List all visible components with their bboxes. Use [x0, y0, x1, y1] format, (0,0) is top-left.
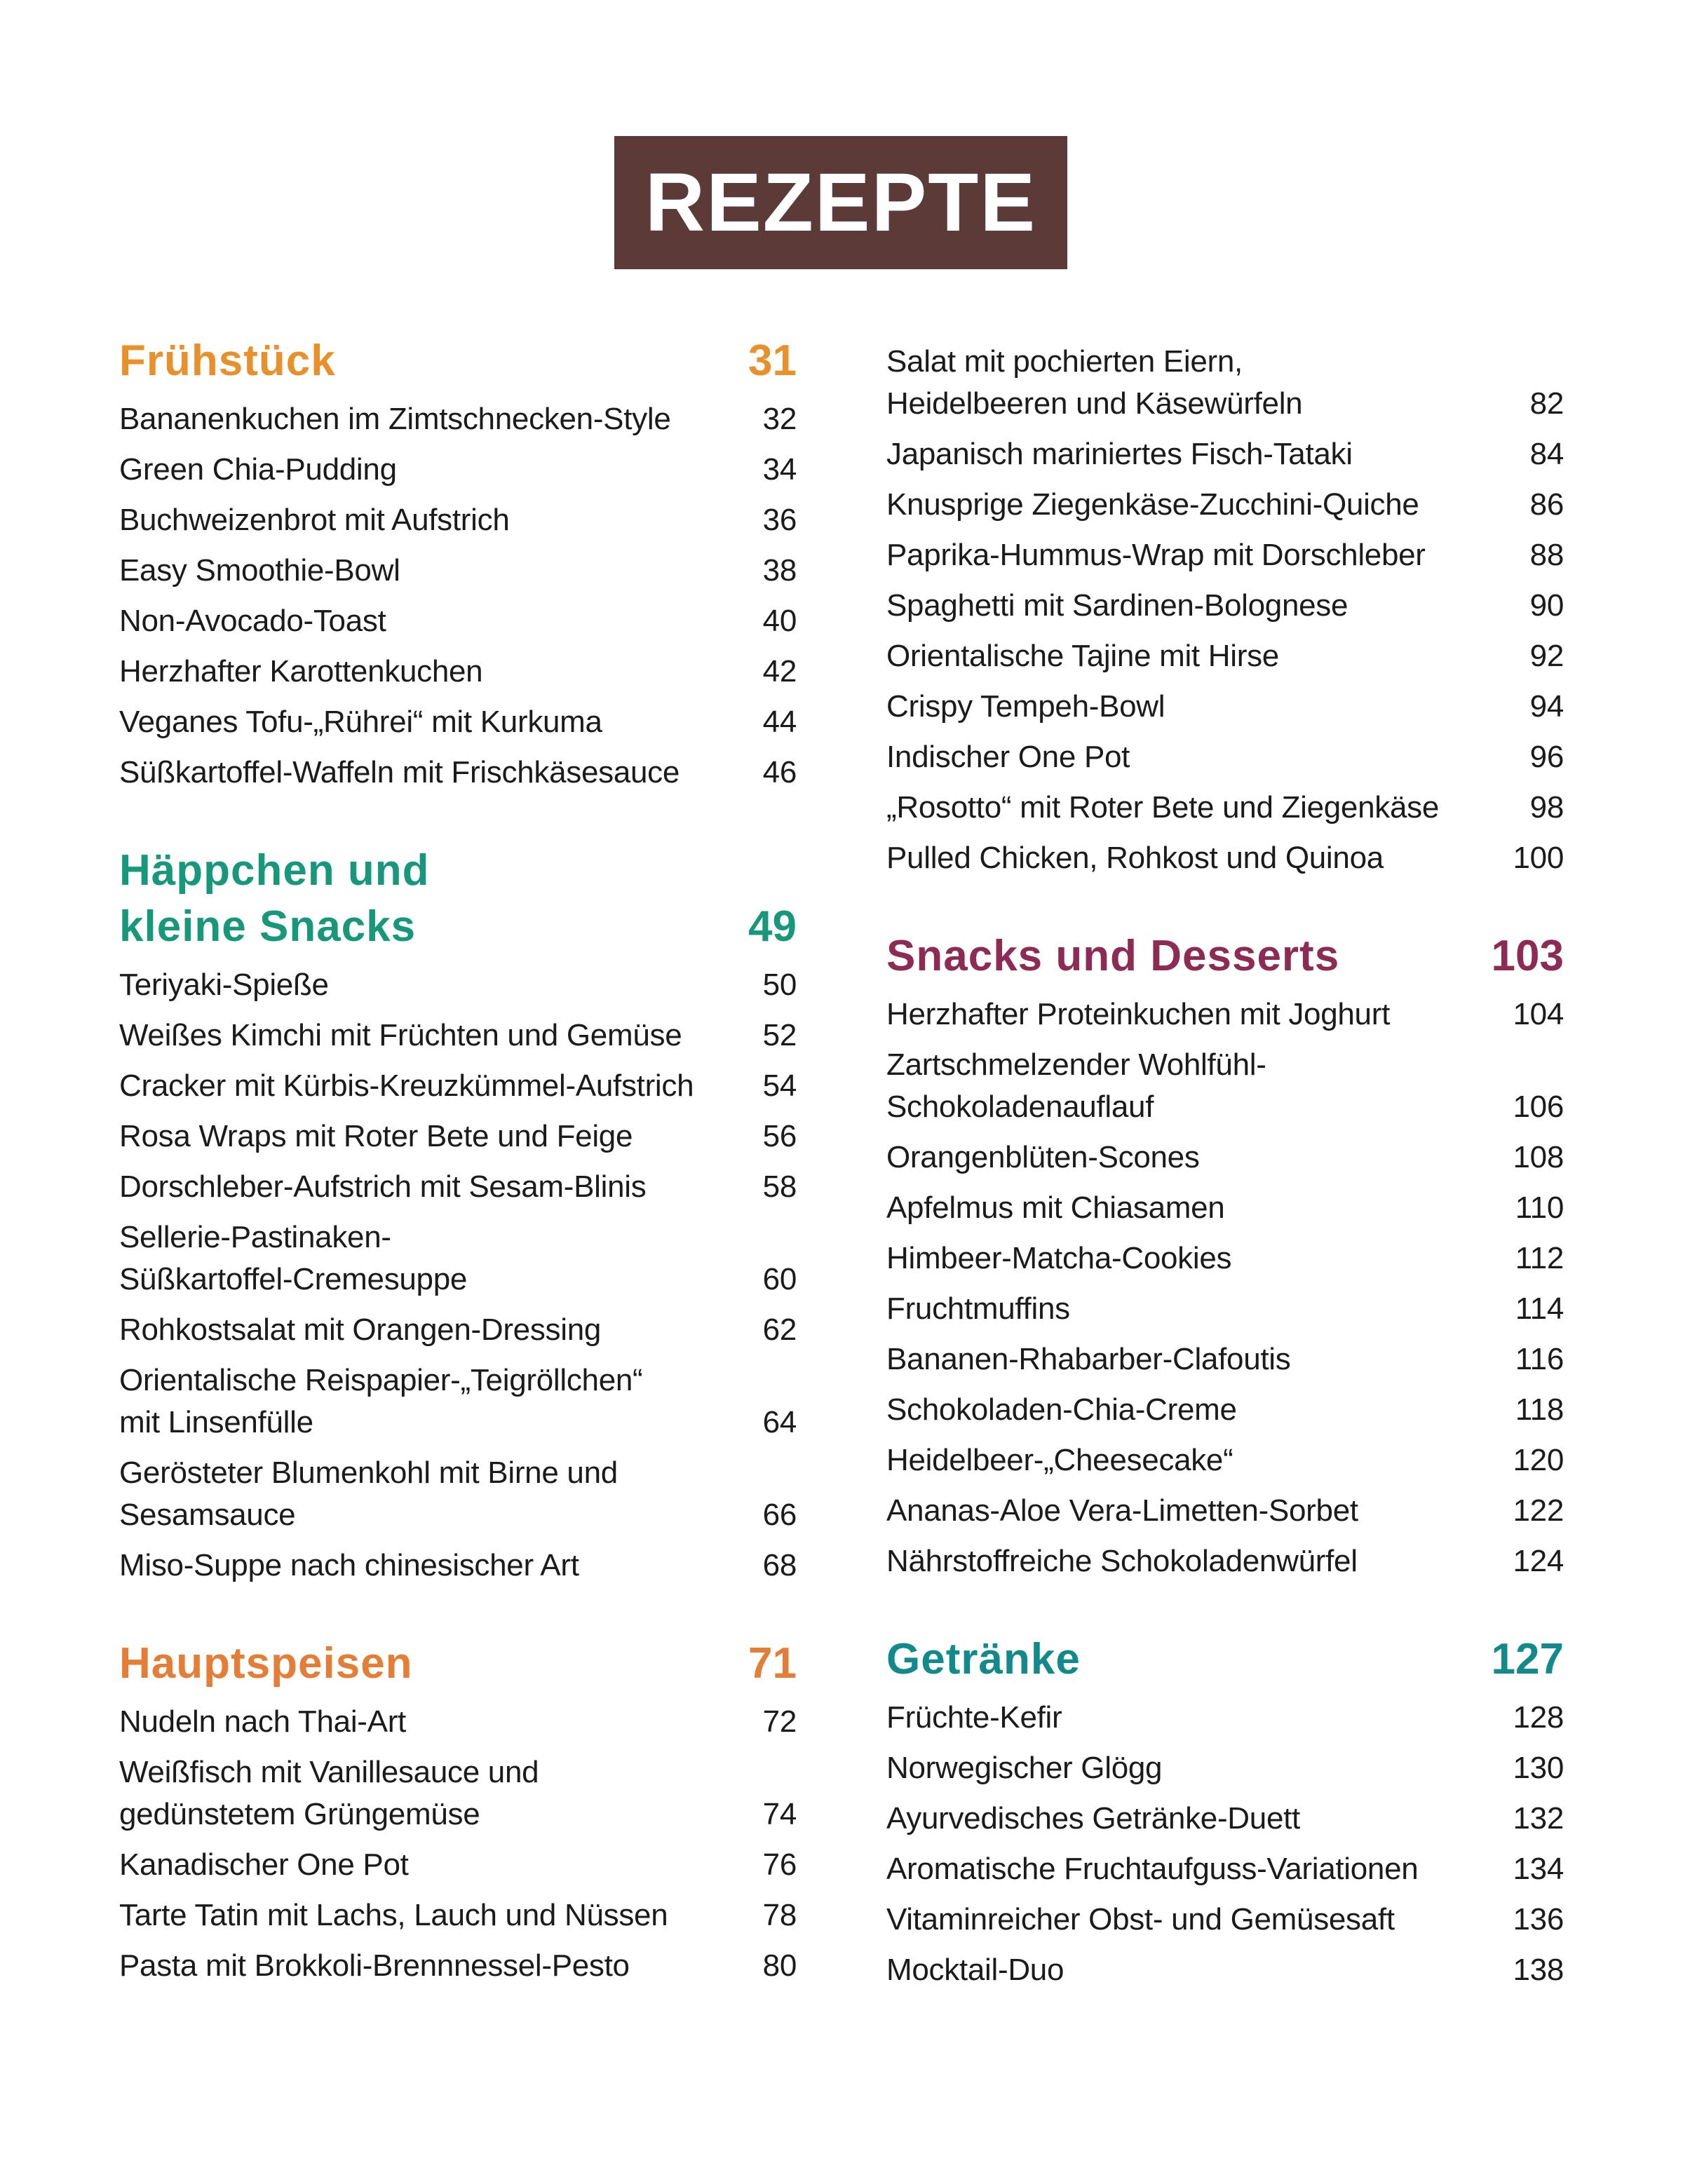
recipe-page-number: 50 — [762, 968, 797, 1002]
section-page-number: 127 — [1491, 1635, 1564, 1683]
recipe-name: Schokoladen-Chia-Creme — [886, 1392, 1237, 1427]
recipe-name: Veganes Tofu-„Rührei“ mit Kurkuma — [119, 705, 602, 739]
section-heading — [119, 843, 797, 955]
section-title: Getränke — [886, 1635, 1081, 1683]
recipe-page-number: 84 — [1529, 437, 1564, 471]
recipe-name: Kanadischer One Pot — [119, 1847, 409, 1882]
recipe-page-number: 54 — [762, 1069, 797, 1103]
toc-entry[interactable] — [119, 701, 797, 743]
recipe-name: Nudeln nach Thai-Art — [119, 1704, 406, 1739]
recipe-name: Heidelbeer-„Cheesecake“ — [886, 1443, 1233, 1477]
recipe-name: Weißfisch mit Vanillesauce und gedünstetem Grüngemüse — [119, 1755, 539, 1831]
recipe-page-number: 130 — [1513, 1751, 1564, 1785]
recipe-page-number: 60 — [762, 1262, 797, 1296]
toc-entry[interactable] — [119, 1015, 797, 1057]
recipe-name: Norwegischer Glögg — [886, 1751, 1163, 1785]
recipe-page-number: 136 — [1513, 1902, 1564, 1937]
recipe-name: Crispy Tempeh-Bowl — [886, 689, 1165, 724]
toc-entry[interactable] — [886, 1899, 1564, 1941]
recipe-page-number: 68 — [762, 1548, 797, 1582]
recipe-page-number: 82 — [1529, 386, 1564, 421]
recipe-page-number: 64 — [762, 1405, 797, 1439]
toc-entry[interactable] — [886, 1137, 1564, 1179]
recipe-page-number: 86 — [1529, 487, 1564, 522]
toc-entry[interactable] — [119, 550, 797, 592]
recipe-page-number: 108 — [1513, 1140, 1564, 1174]
toc-entry[interactable] — [119, 1894, 797, 1937]
recipe-name: Zartschmelzender Wohlfühl- Schokoladenauflauf — [886, 1047, 1266, 1124]
recipe-name: Spaghetti mit Sardinen-Bolognese — [886, 588, 1349, 623]
section-heading — [886, 928, 1564, 984]
toc-entry[interactable] — [886, 1848, 1564, 1890]
toc-entry[interactable] — [119, 1751, 797, 1836]
recipe-page-number: 128 — [1513, 1700, 1564, 1735]
recipe-page-number: 66 — [762, 1498, 797, 1532]
toc-entry[interactable] — [886, 534, 1564, 576]
recipe-page-number: 44 — [762, 705, 797, 739]
toc-entry[interactable] — [886, 1747, 1564, 1789]
recipe-name: Ayurvedisches Getränke-Duett — [886, 1801, 1300, 1836]
recipe-name: „Rosotto“ mit Roter Bete und Ziegenkäse — [886, 790, 1440, 825]
toc-section-haeppchen — [119, 843, 797, 1587]
toc-entry[interactable] — [119, 1844, 797, 1886]
recipe-name: Vitaminreicher Obst- und Gemüsesaft — [886, 1902, 1395, 1937]
recipe-page-number: 116 — [1515, 1342, 1564, 1376]
toc-entry[interactable] — [886, 1439, 1564, 1481]
toc-entry[interactable] — [119, 398, 797, 440]
recipe-name: Ananas-Aloe Vera-Limetten-Sorbet — [886, 1493, 1358, 1528]
recipe-name: Paprika-Hummus-Wrap mit Dorschleber — [886, 538, 1426, 572]
recipe-name: Orientalische Tajine mit Hirse — [886, 639, 1279, 673]
page-title: REZEPTE — [644, 156, 1037, 249]
recipe-name: Buchweizenbrot mit Aufstrich — [119, 503, 510, 537]
toc-section-snacks-desserts — [886, 928, 1564, 1582]
recipe-page-number: 118 — [1515, 1392, 1564, 1427]
recipe-page-number: 92 — [1529, 639, 1564, 673]
toc-entry[interactable] — [886, 1237, 1564, 1280]
toc-section-fruehstueck — [119, 333, 797, 794]
toc-entry[interactable] — [886, 1338, 1564, 1381]
section-page-number: 71 — [748, 1639, 797, 1688]
recipe-page-number: 62 — [762, 1313, 797, 1347]
recipe-name: Pulled Chicken, Rohkost und Quinoa — [886, 841, 1384, 875]
page-title-box — [614, 136, 1067, 269]
toc-entry[interactable] — [886, 787, 1564, 829]
recipe-page-number: 88 — [1529, 538, 1564, 572]
toc-section-getraenke — [886, 1632, 1564, 1991]
section-title: Häppchen und kleine Snacks — [119, 846, 430, 951]
recipe-page-number: 124 — [1513, 1544, 1564, 1578]
recipe-page-number: 134 — [1513, 1852, 1564, 1886]
recipe-page-number: 120 — [1513, 1443, 1564, 1477]
toc-entry[interactable] — [886, 1949, 1564, 1991]
recipe-page-number: 110 — [1515, 1191, 1564, 1225]
recipe-name: Dorschleber-Aufstrich mit Sesam-Blinis — [119, 1169, 647, 1204]
toc-entry[interactable] — [886, 433, 1564, 475]
recipe-page-number: 94 — [1529, 689, 1564, 724]
recipe-name: Weißes Kimchi mit Früchten und Gemüse — [119, 1018, 682, 1052]
toc-entry[interactable] — [119, 1359, 797, 1444]
toc-section-hauptspeisen — [886, 341, 1564, 879]
recipe-name: Bananenkuchen im Zimtschnecken-Style — [119, 402, 671, 436]
recipe-name: Teriyaki-Spieße — [119, 968, 329, 1002]
toc-column-left — [119, 333, 797, 1995]
toc-entry[interactable] — [119, 449, 797, 491]
toc-entry[interactable] — [886, 1490, 1564, 1532]
recipe-name: Früchte-Kefir — [886, 1700, 1062, 1735]
section-page-number: 49 — [748, 902, 797, 951]
recipe-page-number: 72 — [762, 1704, 797, 1739]
section-page-number: 103 — [1491, 932, 1564, 980]
recipe-page-number: 52 — [762, 1018, 797, 1052]
toc-entry[interactable] — [886, 1798, 1564, 1840]
recipe-name: Apfelmus mit Chiasamen — [886, 1191, 1225, 1225]
section-heading — [119, 333, 797, 389]
recipe-page-number: 32 — [762, 402, 797, 436]
recipe-name: Orientalische Reispapier-„Teigröllchen“ mit Linsenfülle — [119, 1363, 643, 1439]
toc-entry[interactable] — [886, 736, 1564, 778]
section-title: Frühstück — [119, 337, 336, 385]
recipe-page-number: 96 — [1529, 740, 1564, 774]
toc-entry[interactable] — [119, 1309, 797, 1351]
recipe-name: Aromatische Fruchtaufguss-Variationen — [886, 1852, 1419, 1886]
recipe-page-number: 104 — [1513, 997, 1564, 1031]
recipe-page-number: 80 — [762, 1948, 797, 1983]
toc-entry[interactable] — [119, 600, 797, 642]
recipe-name: Mocktail-Duo — [886, 1953, 1064, 1987]
toc-entry[interactable] — [886, 993, 1564, 1036]
recipe-name: Herzhafter Proteinkuchen mit Joghurt — [886, 997, 1390, 1031]
recipe-name: Tarte Tatin mit Lachs, Lauch und Nüssen — [119, 1898, 668, 1932]
toc-entry[interactable] — [119, 1452, 797, 1536]
recipe-page-number: 122 — [1513, 1493, 1564, 1528]
recipe-page-number: 76 — [762, 1847, 797, 1882]
section-page-number: 31 — [748, 337, 797, 385]
recipe-name: Himbeer-Matcha-Cookies — [886, 1241, 1232, 1275]
toc-entry[interactable] — [119, 1115, 797, 1158]
recipe-page-number: 56 — [762, 1119, 797, 1153]
recipe-page-number: 114 — [1515, 1291, 1564, 1326]
recipe-page-number: 132 — [1513, 1801, 1564, 1836]
recipe-page-number: 100 — [1513, 841, 1564, 875]
recipe-name: Indischer One Pot — [886, 740, 1130, 774]
toc-entry[interactable] — [886, 585, 1564, 627]
recipe-name: Nährstoffreiche Schokoladenwürfel — [886, 1544, 1358, 1578]
toc-entry[interactable] — [119, 964, 797, 1006]
toc-entry[interactable] — [119, 752, 797, 794]
section-heading — [119, 1636, 797, 1692]
toc-column-right — [886, 341, 1564, 2000]
recipe-name: Herzhafter Karottenkuchen — [119, 654, 483, 689]
toc-entry[interactable] — [119, 1701, 797, 1743]
toc-section-hauptspeisen — [119, 1636, 797, 1987]
toc-entry[interactable] — [119, 1065, 797, 1107]
toc-entry[interactable] — [119, 1545, 797, 1587]
toc-entry[interactable] — [886, 1389, 1564, 1431]
recipe-name: Rohkostsalat mit Orangen-Dressing — [119, 1313, 602, 1347]
recipe-name: Gerösteter Blumenkohl mit Birne und Sesamsauce — [119, 1456, 618, 1532]
recipe-page-number: 90 — [1529, 588, 1564, 623]
recipe-page-number: 36 — [762, 503, 797, 537]
recipe-page-number: 112 — [1515, 1241, 1564, 1275]
toc-entry[interactable] — [886, 1697, 1564, 1739]
recipe-name: Fruchtmuffins — [886, 1291, 1070, 1326]
recipe-name: Sellerie-Pastinaken- Süßkartoffel-Cremesuppe — [119, 1220, 468, 1296]
recipe-name: Knusprige Ziegenkäse-Zucchini-Quiche — [886, 487, 1419, 522]
toc-entry[interactable] — [886, 484, 1564, 526]
toc-entry[interactable] — [886, 1288, 1564, 1330]
recipe-name: Cracker mit Kürbis-Kreuzkümmel-Aufstrich — [119, 1069, 694, 1103]
toc-entry[interactable] — [119, 651, 797, 693]
toc-entry[interactable] — [886, 341, 1564, 425]
recipe-name: Japanisch mariniertes Fisch-Tataki — [886, 437, 1353, 471]
recipe-name: Non-Avocado-Toast — [119, 604, 386, 638]
toc-entry[interactable] — [886, 837, 1564, 879]
recipe-name: Rosa Wraps mit Roter Bete und Feige — [119, 1119, 633, 1153]
recipe-name: Salat mit pochierten Eiern, Heidelbeeren und Käsewürfeln — [886, 344, 1303, 421]
recipe-name: Süßkartoffel-Waffeln mit Frischkäsesauce — [119, 755, 680, 789]
recipe-page-number: 106 — [1513, 1090, 1564, 1124]
recipe-page-number: 58 — [762, 1169, 797, 1204]
recipe-page-number: 34 — [762, 452, 797, 487]
recipe-name: Miso-Suppe nach chinesischer Art — [119, 1548, 579, 1582]
section-heading — [886, 1632, 1564, 1688]
toc-entry[interactable] — [119, 1216, 797, 1301]
recipe-page-number: 138 — [1513, 1953, 1564, 1987]
toc-entry[interactable] — [886, 686, 1564, 728]
toc-entry[interactable] — [119, 1945, 797, 1987]
recipe-name: Bananen-Rhabarber-Clafoutis — [886, 1342, 1291, 1376]
toc-entry[interactable] — [886, 1187, 1564, 1229]
section-title: Hauptspeisen — [119, 1639, 413, 1688]
recipe-page-number: 98 — [1529, 790, 1564, 825]
section-title: Snacks und Desserts — [886, 932, 1340, 980]
recipe-name: Pasta mit Brokkoli-Brennnessel-Pesto — [119, 1948, 630, 1983]
recipe-page-number: 46 — [762, 755, 797, 789]
toc-entry[interactable] — [119, 1166, 797, 1208]
toc-entry[interactable] — [886, 1044, 1564, 1128]
recipe-page-number: 74 — [762, 1797, 797, 1831]
recipe-page-number: 78 — [762, 1898, 797, 1932]
recipe-page-number: 42 — [762, 654, 797, 689]
recipe-name: Easy Smoothie-Bowl — [119, 553, 400, 588]
recipe-page-number: 40 — [762, 604, 797, 638]
toc-entry[interactable] — [886, 635, 1564, 677]
recipe-page-number: 38 — [762, 553, 797, 588]
toc-entry[interactable] — [119, 499, 797, 541]
toc-entry[interactable] — [886, 1540, 1564, 1582]
recipe-name: Orangenblüten-Scones — [886, 1140, 1200, 1174]
recipe-name: Green Chia-Pudding — [119, 452, 397, 487]
